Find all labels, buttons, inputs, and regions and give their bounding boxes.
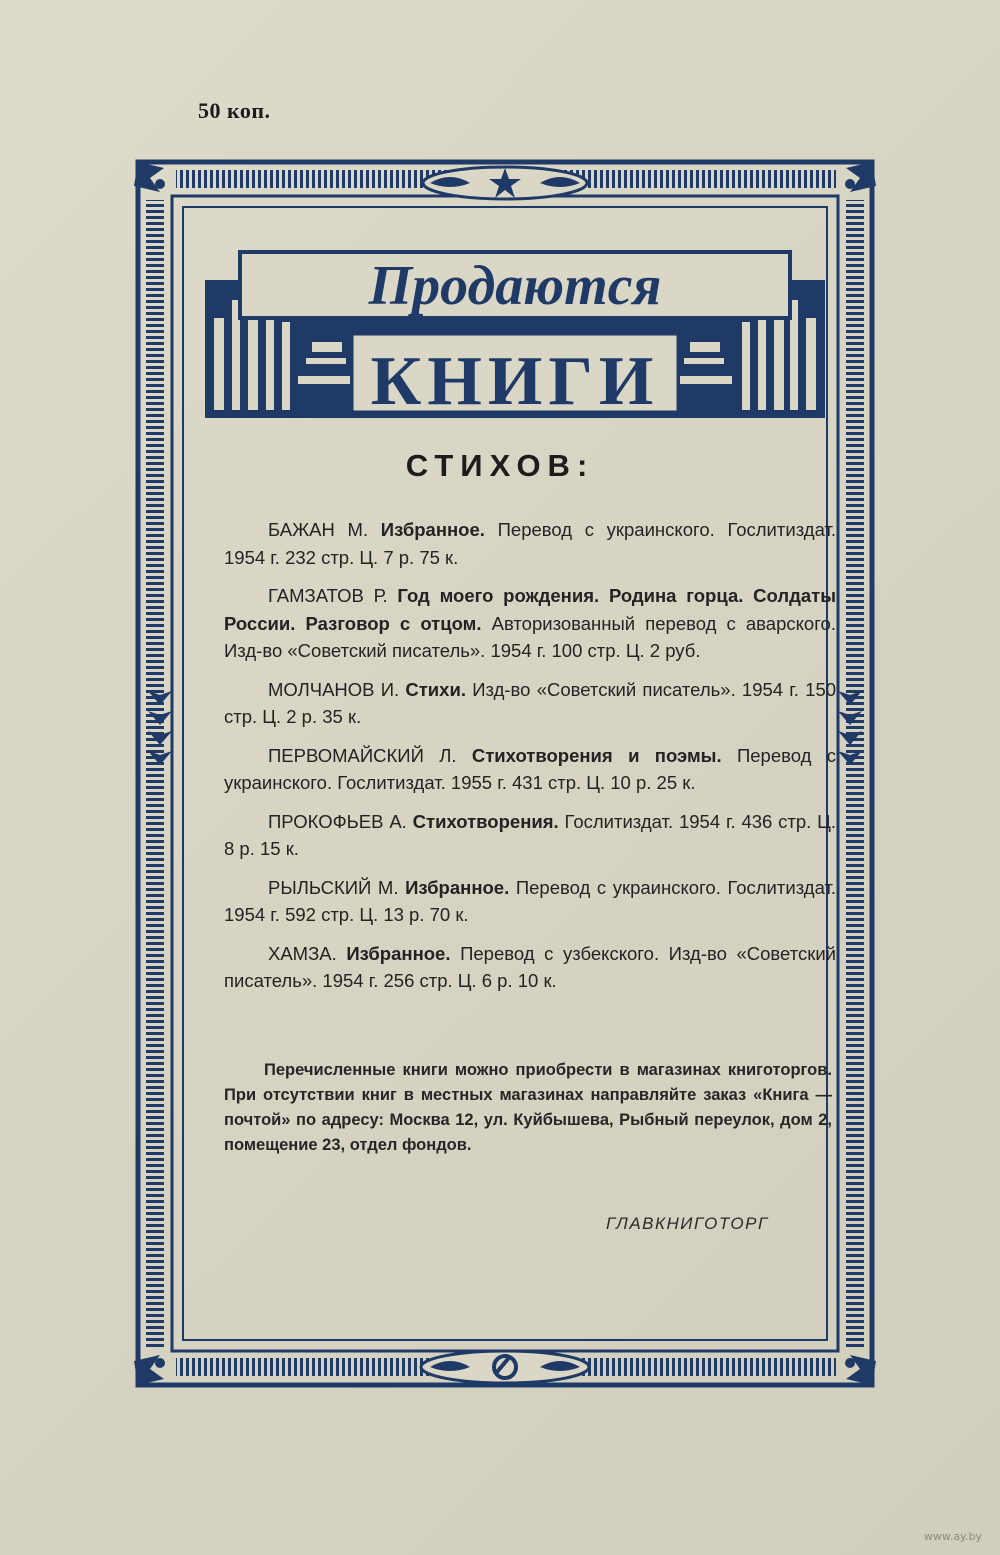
entry-details: Гослитиздат. 1954 г. 436 стр. Ц. 8 р. 15 к. <box>224 810 836 859</box>
list-item <box>224 742 836 797</box>
publisher-signature: ГЛАВКНИГОТОРГ <box>606 1214 769 1233</box>
entry-author: ПРОКОФЬЕВ А. <box>268 810 407 832</box>
list-item <box>224 676 836 731</box>
entry-title: Избранное. <box>380 519 485 540</box>
price-label: 50 коп. <box>198 98 271 123</box>
entry-title: Избранное. <box>346 942 451 964</box>
entry-author: РЫЛЬСКИЙ М. <box>268 876 399 898</box>
entry-title: Стихотворения и поэмы. <box>471 744 722 766</box>
section-heading: СТИХОВ: <box>405 448 595 483</box>
left-hatch-band <box>146 200 164 1348</box>
entry-details: Перевод с узбекского. Изд-во «Советский писатель». 1954 г. 256 стр. Ц. 6 р. 10 к. <box>224 942 837 991</box>
list-item <box>224 940 836 995</box>
entry-title: Стихотворения. <box>412 810 559 832</box>
entry-author: ПЕРВОМАЙСКИЙ Л. <box>268 744 457 766</box>
entry-title: Год моего рождения. Родина горца. Солдаты России. Разговор с отцом. <box>224 585 837 634</box>
list-item <box>224 582 836 665</box>
entry-details: Изд-во «Советский писатель». 1954 г. 150 стр. Ц. 2 р. 35 к. <box>224 678 837 727</box>
entry-details: Перевод с украинского. Гослитиздат. 1954 г. 232 стр. Ц. 7 р. 75 к. <box>224 519 837 568</box>
ordering-notice: Перечисленные книги можно приобрести в магазинах книготоргов. При отсутствии книг в местных магазинах направляйте заказ «Книга — почтой» по адресу: Москва 12, ул. Куйбышева, Рыбный переулок, дом 2, помещение 23, отдел фондов. <box>224 1061 832 1154</box>
list-item <box>224 516 836 571</box>
banner-word-bottom: КНИГИ <box>370 343 660 420</box>
entry-author: ГАМЗАТОВ Р. <box>268 585 388 606</box>
banner-illustration <box>205 252 825 420</box>
entry-author: МОЛЧАНОВ И. <box>268 678 400 700</box>
entry-title: Стихи. <box>405 678 466 700</box>
entry-author: ХАМЗА. <box>268 942 337 964</box>
banner-word-top: Продаются <box>368 255 662 317</box>
entry-details: Перевод с украинского. Гослитиздат. 1954 г. 592 стр. Ц. 13 р. 70 к. <box>224 876 837 925</box>
entry-title: Избранное. <box>405 876 510 898</box>
list-item <box>224 808 836 863</box>
watermark: www.ay.by <box>923 1530 982 1543</box>
right-hatch-band <box>846 200 864 1348</box>
star-emblem <box>423 167 587 199</box>
entry-details: Перевод с украинского. Гослитиздат. 1955 г. 431 стр. Ц. 10 р. 25 к. <box>224 744 837 793</box>
entry-author: БАЖАН М. <box>268 519 369 540</box>
book-list <box>224 516 836 1006</box>
entry-details: Авторизованный перевод с аварского. Изд-во «Советский писатель». 1954 г. 100 стр. Ц. 2 руб. <box>224 612 836 661</box>
list-item <box>224 874 836 929</box>
hammer-sickle-emblem <box>421 1351 589 1383</box>
